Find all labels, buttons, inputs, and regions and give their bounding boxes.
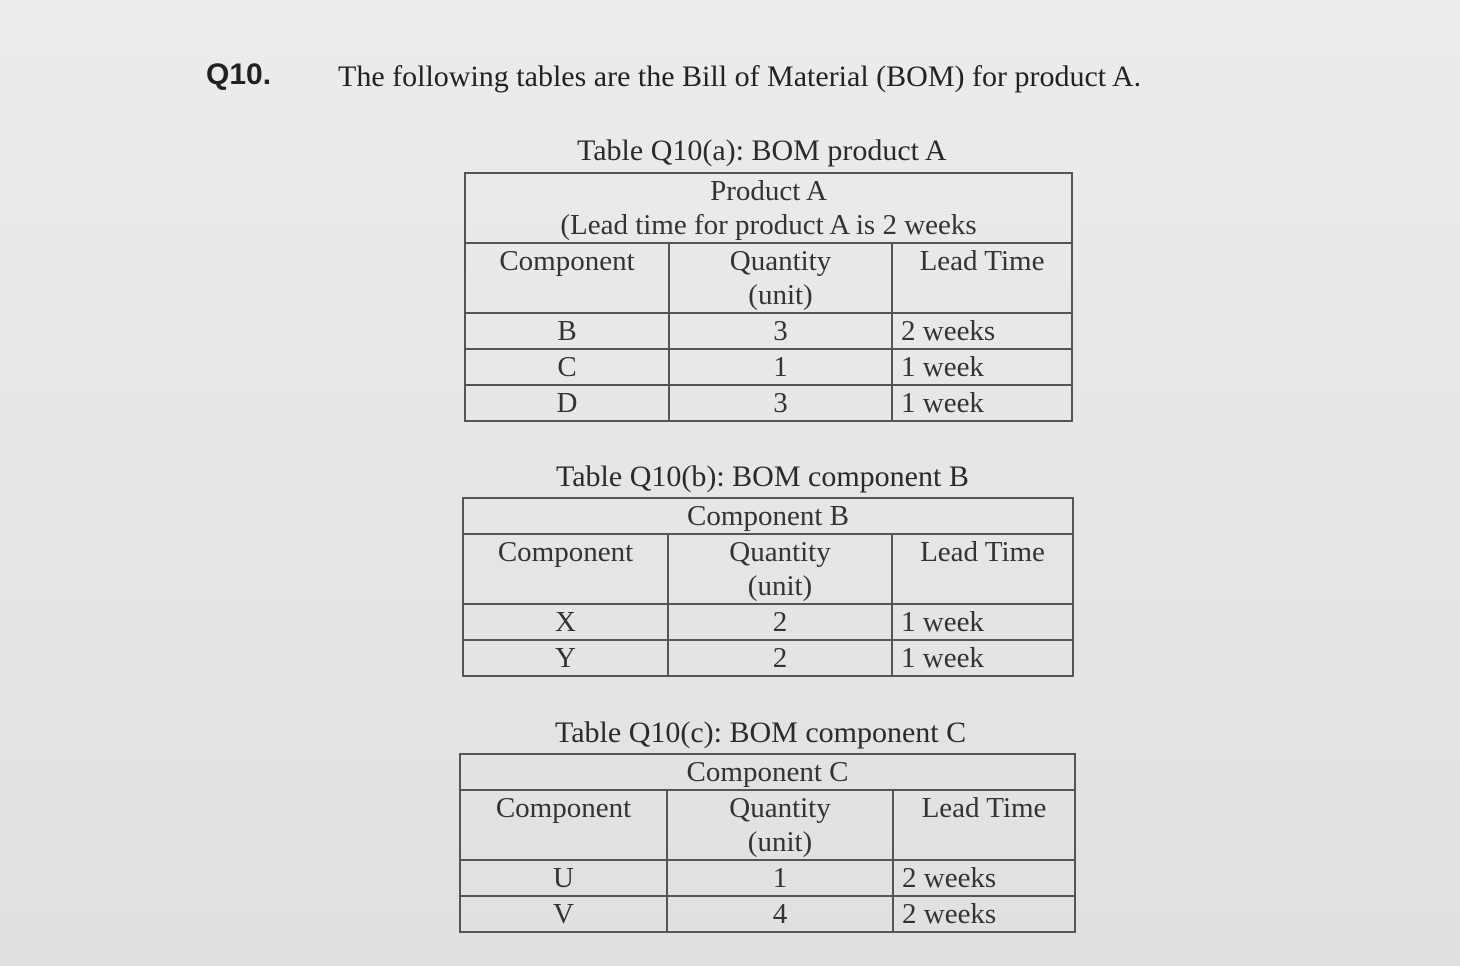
column-header-unit-label: (unit) <box>748 279 813 311</box>
table-row <box>463 604 1073 640</box>
cell-lead-time: 1 week <box>892 604 1073 640</box>
cell-component: B <box>465 313 669 349</box>
table-row <box>460 860 1075 896</box>
table-b-header-row <box>463 534 1073 604</box>
column-header-unit-label: (unit) <box>747 826 813 858</box>
cell-component: U <box>460 860 667 896</box>
table-c-title-row <box>460 754 1075 790</box>
cell-lead-time: 2 weeks <box>893 896 1075 932</box>
column-header-quantity-label: Quantity <box>729 245 832 277</box>
table-b-title-row <box>463 498 1073 534</box>
table-row <box>465 385 1072 421</box>
question-number: Q10. <box>206 58 272 91</box>
cell-component: V <box>460 896 667 932</box>
table-row <box>463 640 1073 676</box>
column-header-quantity <box>668 534 892 604</box>
column-header-component: Component <box>465 243 669 313</box>
cell-lead-time: 1 week <box>892 640 1073 676</box>
cell-component: D <box>465 385 669 421</box>
table-b-title: Component B <box>463 498 1073 534</box>
cell-quantity: 3 <box>669 385 892 421</box>
table-a <box>464 172 1073 422</box>
cell-lead-time: 2 weeks <box>892 313 1072 349</box>
column-header-quantity-label: Quantity <box>729 792 831 824</box>
table-b <box>462 497 1074 677</box>
table-a-title: Product A <box>710 175 827 207</box>
column-header-quantity <box>667 790 893 860</box>
cell-component: Y <box>463 640 668 676</box>
column-header-quantity-label: Quantity <box>729 536 831 568</box>
cell-lead-time: 1 week <box>892 349 1072 385</box>
cell-quantity: 2 <box>668 640 892 676</box>
table-a-caption: Table Q10(a): BOM product A <box>577 134 947 167</box>
cell-component: X <box>463 604 668 640</box>
column-header-lead-time: Lead Time <box>892 243 1072 313</box>
cell-lead-time: 2 weeks <box>893 860 1075 896</box>
cell-quantity: 1 <box>667 860 893 896</box>
table-row <box>465 313 1072 349</box>
table-c <box>459 753 1076 933</box>
table-b-caption: Table Q10(b): BOM component B <box>556 460 969 493</box>
column-header-lead-time: Lead Time <box>892 534 1073 604</box>
cell-quantity: 4 <box>667 896 893 932</box>
table-a-subtitle: (Lead time for product A is 2 weeks <box>560 209 977 241</box>
table-row <box>465 349 1072 385</box>
question-text: The following tables are the Bill of Material (BOM) for product A. <box>338 60 1142 93</box>
column-header-lead-time: Lead Time <box>893 790 1075 860</box>
cell-component: C <box>465 349 669 385</box>
table-a-title-row <box>465 173 1072 243</box>
table-a-title-cell <box>465 173 1072 243</box>
table-c-header-row <box>460 790 1075 860</box>
table-c-title: Component C <box>460 754 1075 790</box>
cell-lead-time: 1 week <box>892 385 1072 421</box>
column-header-component: Component <box>463 534 668 604</box>
table-row <box>460 896 1075 932</box>
column-header-quantity <box>669 243 892 313</box>
table-c-caption: Table Q10(c): BOM component C <box>555 716 967 749</box>
column-header-unit-label: (unit) <box>747 570 813 602</box>
cell-quantity: 2 <box>668 604 892 640</box>
column-header-component: Component <box>460 790 667 860</box>
table-a-header-row <box>465 243 1072 313</box>
cell-quantity: 3 <box>669 313 892 349</box>
cell-quantity: 1 <box>669 349 892 385</box>
